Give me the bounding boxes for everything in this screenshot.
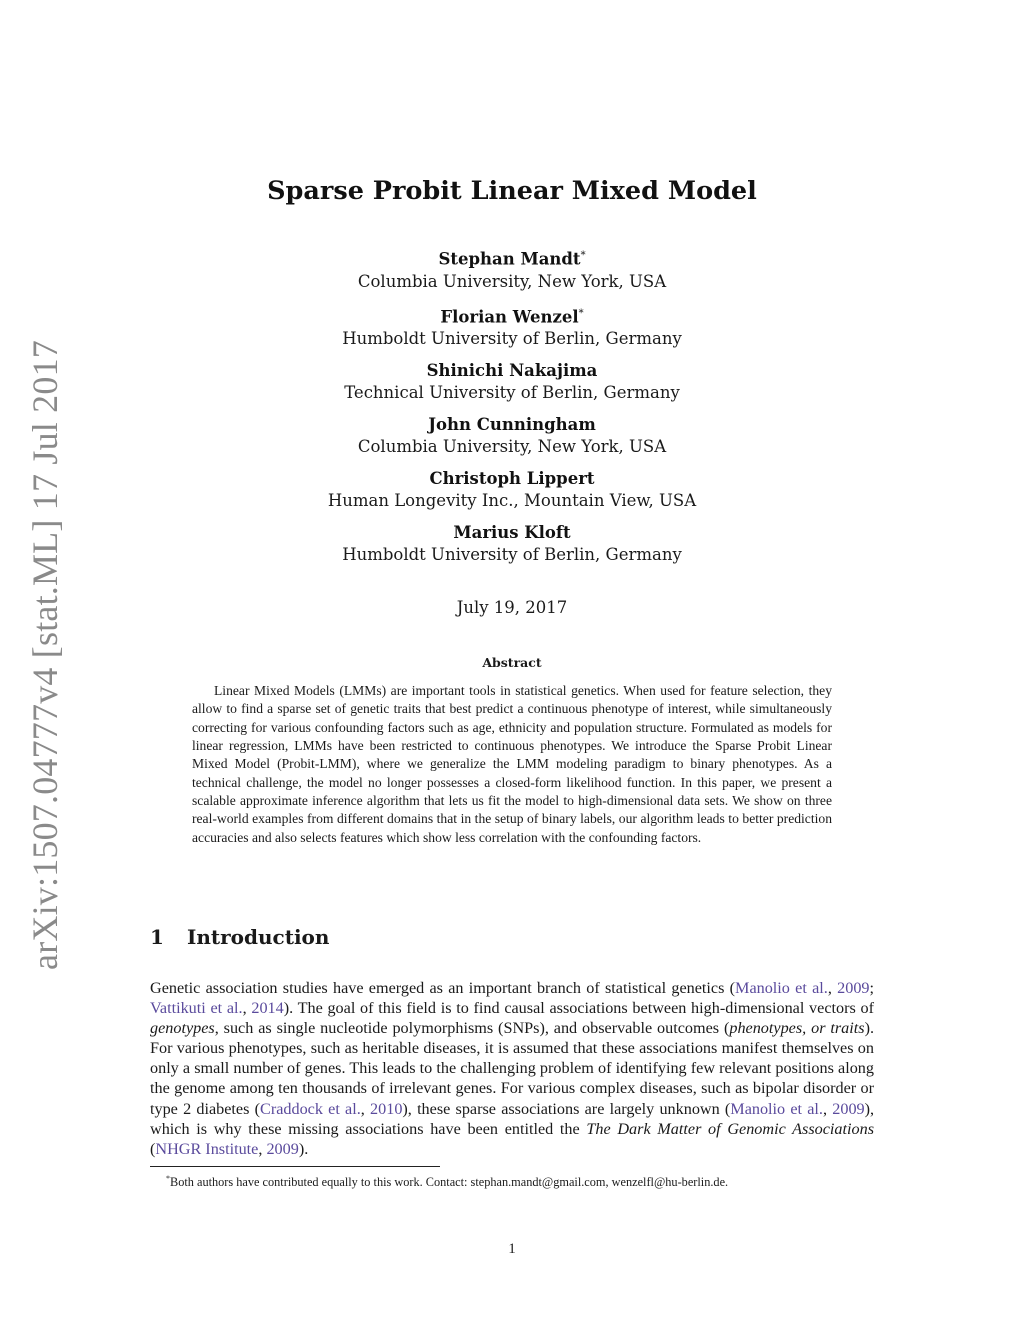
publication-date: July 19, 2017 xyxy=(456,598,568,617)
author-block xyxy=(0,468,1024,513)
arxiv-stamp-text: arXiv:1507.04777v4 [stat.ML] 17 Jul 2017 xyxy=(25,340,65,970)
citation-link[interactable]: 2009 xyxy=(266,1139,299,1158)
footnote-divider xyxy=(150,1166,440,1167)
author-list xyxy=(0,245,1024,576)
author-name: Marius Kloft xyxy=(453,523,571,542)
citation-link[interactable]: 2009 xyxy=(837,979,870,997)
author-block xyxy=(0,360,1024,405)
author-name: Christoph Lippert xyxy=(429,469,595,488)
author-block xyxy=(0,522,1024,567)
citation-link[interactable]: 2009 xyxy=(832,1099,865,1118)
footnote xyxy=(150,1171,874,1190)
citation-link[interactable]: Craddock et al. xyxy=(260,1099,361,1118)
author-affiliation: Humboldt University of Berlin, Germany xyxy=(342,545,682,564)
author-name: Stephan Mandt* xyxy=(438,249,586,269)
author-block xyxy=(0,414,1024,459)
citation-link[interactable]: Manolio et al. xyxy=(735,979,828,997)
author-affiliation: Columbia University, New York, USA xyxy=(357,271,667,291)
author-affiliation: Humboldt University of Berlin, Germany xyxy=(342,329,682,348)
footnote-mark: * xyxy=(166,1174,170,1183)
citation-link[interactable]: 2010 xyxy=(370,1099,403,1118)
abstract-heading: Abstract xyxy=(482,655,542,670)
author-name: Florian Wenzel* xyxy=(440,307,584,326)
author-affiliation: Columbia University, New York, USA xyxy=(357,437,667,456)
abstract-text: Linear Mixed Models (LMMs) are important tools in statistical genetics. When used for feature selection, they allow to find a sparse set of genetic traits that best predict a continuous phenotype of interest, while simultaneously correcting for various confounding factors such as age, ethnicity and population structure. Formulated as models for linear regression, LMMs have been restricted to continuous phenotypes. We introduce the Sparse Probit Linear Mixed Model (Probit-LMM), where we generalize the LMM modeling paradigm to binary phenotypes. As a technical challenge, the model no longer possesses a closed-form likelihood function. In this paper, we present a scalable approximate inference algorithm that lets us fit the model to high-dimensional data sets. We show on three real-world examples from different domains that in the setup of binary labels, our algorithm leads to better prediction accuracies and also selects features which show less correlation with the confounding factors. xyxy=(192,683,832,845)
page-number: 1 xyxy=(508,1241,516,1257)
section-title: Introduction xyxy=(187,925,330,949)
equal-contribution-mark: * xyxy=(580,250,586,261)
equal-contribution-mark: * xyxy=(578,307,584,319)
author-name: Shinichi Nakajima xyxy=(426,361,598,380)
author-affiliation: Technical University of Berlin, Germany xyxy=(344,383,680,402)
citation-link[interactable]: 2014 xyxy=(251,999,284,1018)
author-name: John Cunningham xyxy=(428,415,596,434)
author-affiliation: Human Longevity Inc., Mountain View, USA xyxy=(327,491,697,510)
author-block xyxy=(0,303,1024,352)
citation-link[interactable]: Vattikuti et al. xyxy=(150,999,243,1018)
section-number: 1 xyxy=(150,925,164,949)
section-heading xyxy=(150,925,329,949)
author-block xyxy=(0,245,1024,294)
citation-link[interactable]: Manolio et al. xyxy=(730,1099,823,1118)
introduction-paragraph: Genetic association studies have emerged as an important branch of statistical genetics (Manolio et al., 2009; Vattikuti et al., 2014). The goal of this field is to find causal associations between high-dimensional vectors of genotypes, such as single nucleotide polymorphisms (SNPs), and observable outcomes (phenotypes, or traits). For various phenotypes, such as heritable diseases, it is assumed that these associations manifest themselves on only a small number of genes. This leads to the challenging problem of identifying few relevant positions along the genome among ten thousands of irrelevant genes. For various complex diseases, such as bipolar disorder or type 2 diabetes (Craddock et al., 2010), these sparse associations are largely unknown (Manolio et al., 2009), which is why these missing associations have been entitled the The Dark Matter of Genomic Associations (NHGR Institute, 2009). xyxy=(150,979,875,1158)
citation-link[interactable]: NHGR Institute xyxy=(155,1139,259,1158)
paper-title: Sparse Probit Linear Mixed Model xyxy=(267,176,757,206)
footnote-text: Both authors have contributed equally to this work. Contact: stephan.mandt@gmail.com, wenzelfl@hu-berlin.de. xyxy=(170,1175,729,1190)
